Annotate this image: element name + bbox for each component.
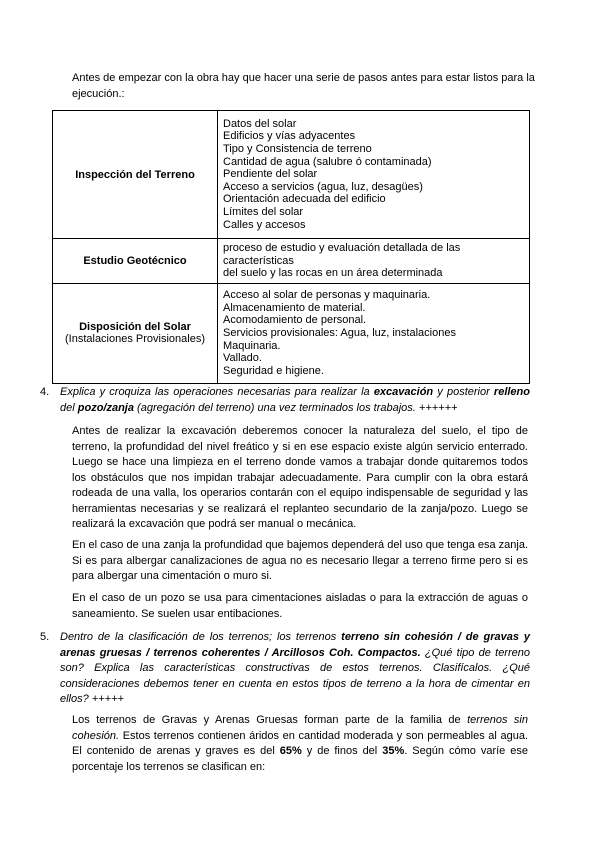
question-text-part: Explica y croquiza las operaciones necesarias para realizar la (60, 386, 374, 398)
question-keyword: terreno sin cohesión / de gravas y arenas gruesas / terrenos coherentes / Arcillosos Coh. Compactos. (60, 631, 530, 659)
list-item: Acceso al solar de personas y maquinaria. (223, 289, 431, 302)
table-row (53, 283, 530, 383)
row-label: Estudio Geotécnico (83, 254, 187, 267)
question-4 (40, 385, 530, 416)
list-item: Acceso a servicios (agua, luz, desagües) (223, 180, 423, 193)
question-keyword: relleno (493, 386, 530, 398)
table-row (53, 111, 530, 239)
list-item: Pendiente del solar (223, 168, 318, 181)
paragraph-text-part: Estos terrenos contienen áridos en cantidad moderada y son permeables al agua. El contenido de arenas y graves es del (72, 729, 528, 757)
preparation-table (52, 110, 530, 384)
question-text-part: Dentro de la clasificación de los terrenos; los terrenos (60, 631, 342, 643)
list-item: Almacenamiento de material. (223, 301, 366, 314)
answer-paragraph: En el caso de un pozo se usa para cimentaciones aisladas o para la extracción de aguas o saneamiento. Se suelen usar entibaciones. (72, 592, 528, 620)
question-keyword: excavación (373, 386, 434, 398)
list-item: Calles y accesos (223, 218, 306, 231)
question-number: 5. (40, 631, 50, 643)
paragraph-text-part: Los terrenos de Gravas y Arenas Gruesas forman parte de la familia de (72, 714, 468, 726)
row-label-cell (53, 283, 218, 383)
paragraph-italic-term: terrenos sin cohesión. (72, 714, 528, 742)
list-item: Tipo y Consistencia de terreno (223, 143, 372, 156)
question-keyword: pozo/zanja (77, 401, 134, 414)
row-items-cell (218, 283, 530, 383)
question-text (60, 385, 530, 416)
question-text (60, 630, 530, 708)
answer-paragraph: Antes de realizar la excavación deberemos conocer la naturaleza del suelo, el tipo de terreno, la profundidad del nivel freático y si en ese espacio existe algún servicio enterrado. Luego se hace una limpieza en el terreno donde vamos a trabajar donde quitaremos todos los obstáculos que nos impidan trabajar adecuadamente. Para cumplir con la obra estará rodeada de una valla, los operarios contarán con el equipo indispensable de seguridad y las herramientas necesarias y se realizará el replanteo secundario de la zanja/pozo. Luego se realizará la excavación que podrá ser manual o mecánica. (72, 425, 528, 530)
list-item: proceso de estudio y evaluación detallada de las características (223, 242, 461, 267)
table-row (53, 239, 530, 284)
list-item: Edificios y vías adyacentes (223, 130, 356, 143)
row-items-cell (218, 239, 530, 284)
answer-paragraph: En el caso de una zanja la profundidad que bajemos dependerá del uso que tenga esa zanja. Si es para albergar canalizaciones de agua no es necesario llegar a terreno firme pero si es para albergar una cimentación o muro si. (72, 539, 528, 582)
list-item: Servicios provisionales: Agua, luz, instalaciones (223, 326, 456, 339)
question-number: 4. (40, 386, 50, 398)
answer-paragraph (72, 713, 528, 775)
paragraph-text-part: y de finos del (301, 745, 383, 757)
intro-text: Antes de empezar con la obra hay que hacer una serie de pasos antes para estar listos para la ejecución.: (72, 72, 535, 100)
question-5 (40, 630, 530, 708)
row-label: Disposición del Solar (79, 321, 191, 334)
row-sublabel: (Instalaciones Provisionales) (64, 333, 205, 346)
question-text-part: ¿Qué tipo de terreno son? Explica las características constructivas de estos terrenos. Clasifícalos. ¿Qué consideraciones debemos tener en cuenta en estos tipos de terreno a la hora de cimentar en ellos? +++++ (60, 646, 530, 705)
list-item: Maquinaria. (223, 339, 281, 352)
list-item: Datos del solar (223, 117, 297, 130)
list-item: Límites del solar (223, 205, 304, 218)
paragraph-percentage: 65% (279, 745, 302, 757)
list-item: Cantidad de agua (salubre ó contaminada) (223, 155, 432, 168)
paragraph-text-part: . Según cómo varíe ese porcentaje los terrenos se clasifican en: (72, 745, 528, 773)
paragraph-percentage: 35% (382, 745, 405, 757)
row-label: Inspección del Terreno (75, 168, 195, 181)
list-item: Seguridad e higiene. (223, 364, 324, 377)
row-label-cell (53, 239, 218, 284)
row-label-cell (53, 111, 218, 239)
list-item: Acomodamiento de personal. (223, 314, 367, 327)
question-text-part: del (60, 401, 78, 414)
row-items-cell (218, 111, 530, 239)
list-item: del suelo y las rocas en un área determinada (223, 267, 443, 280)
list-item: Vallado. (223, 352, 262, 365)
question-text-part: (agregación del terreno) una vez terminados los trabajos. ++++++ (133, 401, 458, 414)
question-text-part: y posterior (433, 386, 494, 398)
list-item: Orientación adecuada del edificio (223, 193, 386, 206)
